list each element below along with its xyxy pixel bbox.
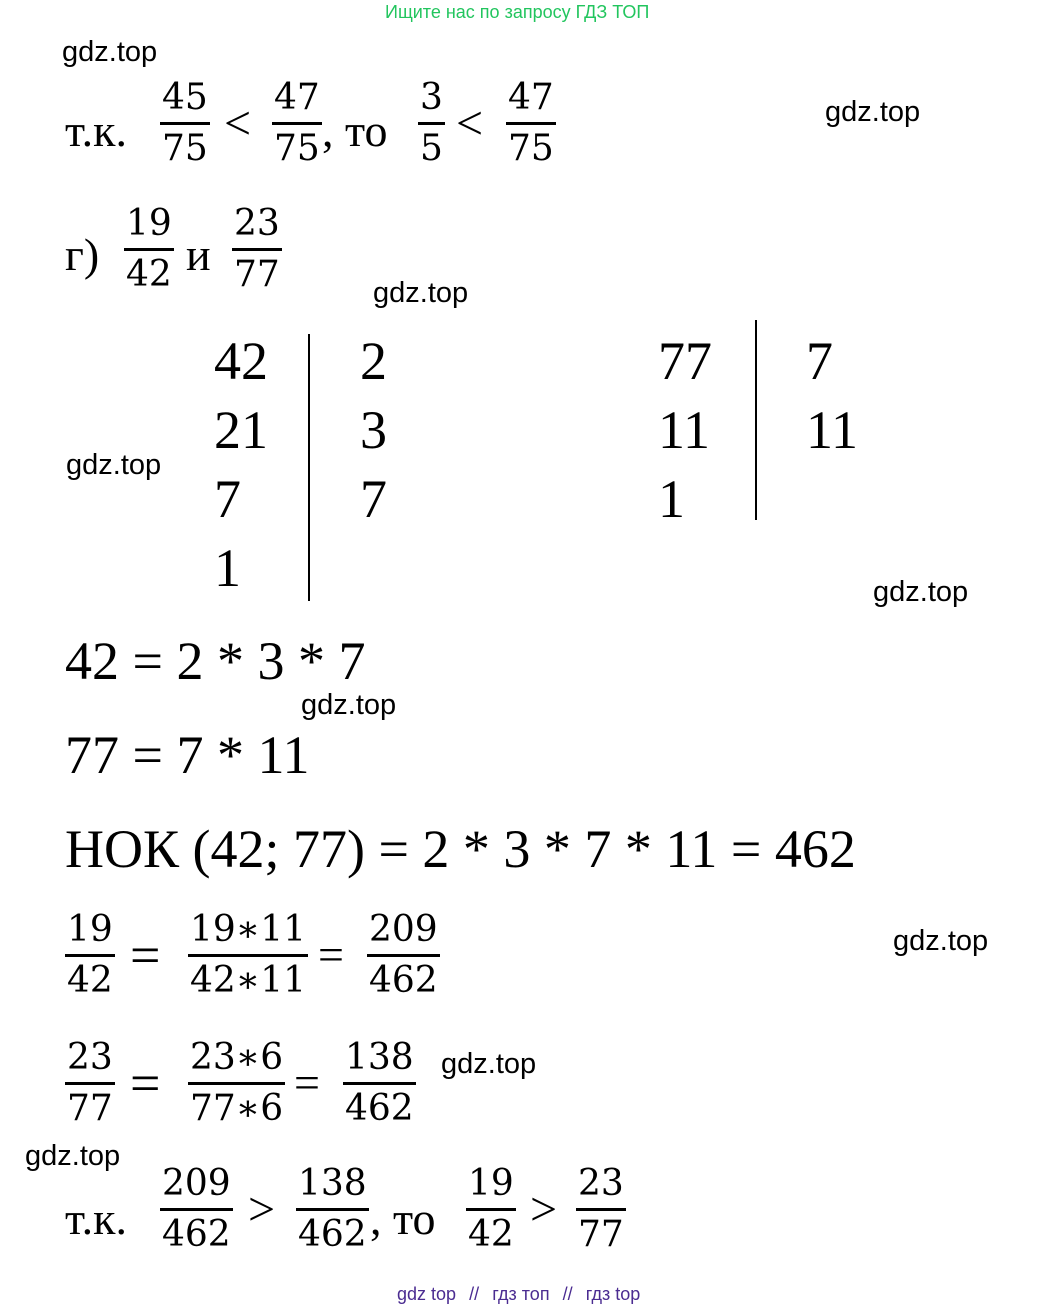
footer-links (397, 1284, 640, 1305)
denominator: 75 (508, 128, 554, 169)
numerator: 19 (468, 1163, 514, 1204)
dividend: 1 (214, 538, 241, 598)
numerator: 138 (298, 1163, 367, 1204)
watermark: gdz.top (873, 576, 969, 608)
fraction (418, 77, 445, 169)
footer-link-gdz-top-mixed[interactable]: гдз top (585, 1284, 641, 1304)
denominator: 75 (274, 128, 320, 169)
search-hint-link[interactable]: Ищите нас по запросу ГДЗ ТОП (385, 2, 650, 22)
connector-text: , то (322, 105, 388, 156)
denominator: 462 (345, 1088, 414, 1129)
denominator: 462 (162, 1214, 231, 1255)
equals-sign: = (130, 925, 161, 985)
greater-than-sign: > (248, 1183, 276, 1236)
denominator: 462 (369, 960, 438, 1001)
numerator: 23 (578, 1163, 624, 1204)
fraction (124, 203, 174, 295)
factorization-77: 77 = 7 * 11 (65, 725, 310, 785)
watermark: gdz.top (893, 925, 989, 957)
greater-than-sign: > (530, 1183, 558, 1236)
footer-link-gdz-top[interactable]: gdz top (397, 1284, 457, 1304)
division-line (755, 320, 757, 520)
numerator: 47 (508, 77, 554, 118)
fraction (160, 1163, 233, 1255)
divisor: 7 (806, 331, 833, 391)
divisor: 3 (360, 400, 387, 460)
dividend: 7 (214, 469, 241, 529)
fraction (576, 1163, 626, 1255)
watermark: gdz.top (441, 1048, 537, 1080)
numerator: 47 (274, 77, 320, 118)
watermark: gdz.top (301, 689, 397, 721)
less-than-sign: < (224, 97, 252, 150)
watermark: gdz.top (373, 277, 469, 309)
numerator: 19 (67, 909, 113, 950)
fraction (296, 1163, 369, 1255)
division-line (308, 334, 310, 601)
denominator: 77 (578, 1214, 624, 1255)
numerator: 19 (126, 203, 172, 244)
part-label: г) (65, 229, 100, 280)
fraction (343, 1037, 416, 1129)
denominator: 42 (67, 960, 113, 1001)
denominator: 42 (126, 254, 172, 295)
fraction (160, 77, 210, 169)
divisor: 11 (806, 400, 858, 460)
fraction (506, 77, 556, 169)
lcm-line: НОК (42; 77) = 2 * 3 * 7 * 11 = 462 (65, 819, 856, 879)
prefix-text: т.к. (65, 1193, 127, 1244)
watermark: gdz.top (62, 36, 158, 68)
fraction (65, 1037, 115, 1129)
denominator: 77 (234, 254, 280, 295)
fraction (65, 909, 115, 1001)
numerator: 45 (162, 77, 208, 118)
fraction (466, 1163, 516, 1255)
watermark: gdz.top (25, 1140, 121, 1172)
connector-text: , то (370, 1193, 436, 1244)
less-than-sign: < (456, 97, 484, 150)
fraction (272, 77, 322, 169)
watermark: gdz.top (825, 96, 921, 128)
factorization-42: 42 = 2 * 3 * 7 (65, 631, 366, 691)
equals-sign: = (318, 929, 344, 980)
equals-sign: = (130, 1053, 161, 1113)
numerator: 209 (162, 1163, 231, 1204)
fraction (232, 203, 282, 295)
denominator: 75 (162, 128, 208, 169)
divisor: 7 (360, 469, 387, 529)
footer-link-gdz-top-ru[interactable]: гдз топ (492, 1284, 550, 1304)
denominator: 77∗6 (190, 1088, 284, 1129)
dividend: 21 (214, 400, 268, 460)
equals-sign: = (294, 1057, 320, 1108)
prefix-text: т.к. (65, 105, 127, 156)
numerator: 3 (420, 77, 443, 118)
dividend: 11 (658, 400, 710, 460)
divisor: 2 (360, 331, 387, 391)
numerator: 23∗6 (190, 1037, 284, 1078)
dividend: 77 (658, 331, 712, 391)
denominator: 42 (468, 1214, 514, 1255)
dividend: 42 (214, 331, 268, 391)
numerator: 23 (67, 1037, 113, 1078)
footer-separator: // (562, 1284, 573, 1304)
numerator: 19∗11 (190, 909, 307, 950)
fraction (188, 909, 308, 1001)
watermark: gdz.top (66, 449, 162, 481)
fraction (367, 909, 440, 1001)
numerator: 138 (345, 1037, 414, 1078)
denominator: 5 (420, 128, 443, 169)
conjunction-text: и (186, 229, 211, 280)
denominator: 77 (67, 1088, 113, 1129)
numerator: 209 (369, 909, 438, 950)
dividend: 1 (658, 469, 685, 529)
footer-separator: // (469, 1284, 480, 1304)
denominator: 42∗11 (190, 960, 307, 1001)
numerator: 23 (234, 203, 280, 244)
denominator: 462 (298, 1214, 367, 1255)
fraction (188, 1037, 285, 1129)
